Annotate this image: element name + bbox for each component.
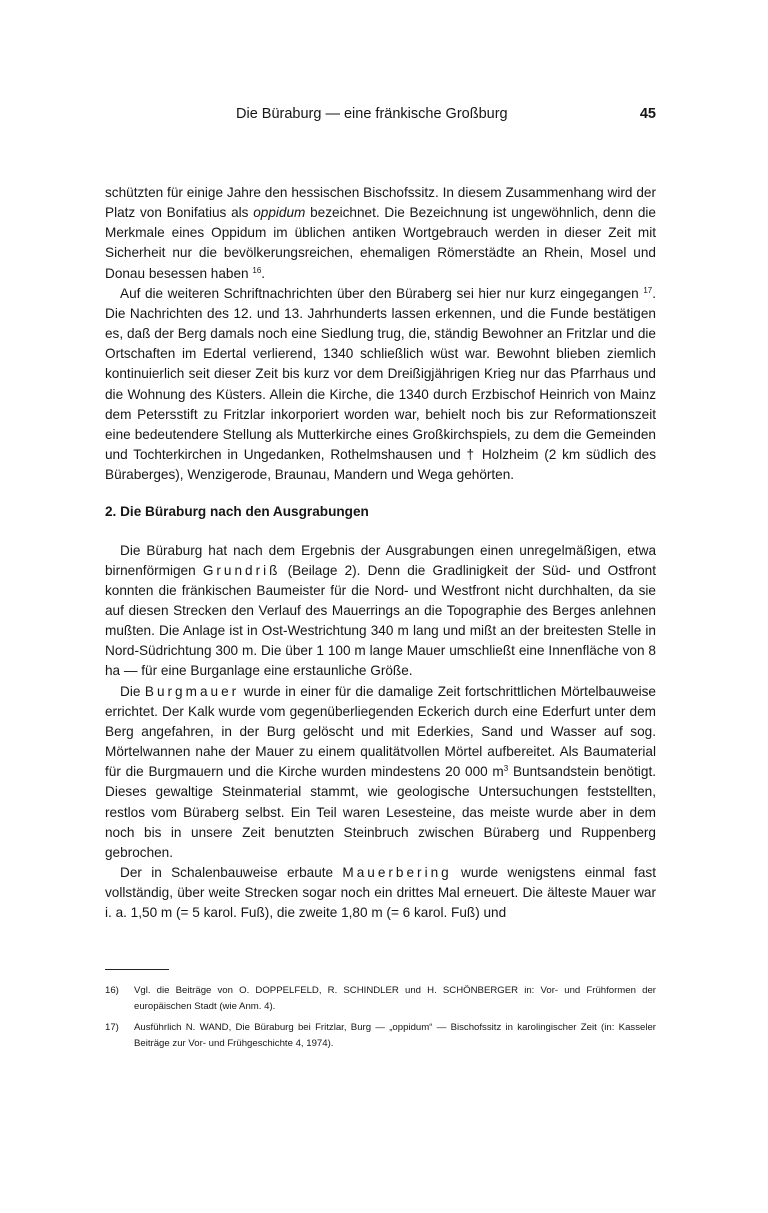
text-run: . xyxy=(261,265,266,281)
spaced-term: Grundriß xyxy=(202,562,281,578)
footnote xyxy=(105,983,656,1014)
text-run: bezeichnet. Die Bezeichnung ist ungewöhnlich, denn die Merkmale eines Oppidum im üblichen antiken Wortgebrauch werden in dieser Zeit mit Sicherheit nur die bevölkerungsreichen, ehemaligen Römerstädte an Rhein, Mosel und Donau besessen haben xyxy=(105,205,656,281)
text-run: (Beilage 2). Denn die Gradlinigkeit der Süd- und Ostfront konnten die fränkischen Baumeister für die Nord- und Westfront nicht durchhalten, da sie auf diesen Strecken den Verlauf des Mauerrings an die Topographie des Berges anlehnen mußten. Die Anlage ist in Ost-Westrichtung 340 m lang und mißt an der breitesten Stelle in Nord-Südrichtung 300 m. Die über 1 100 m lange Mauer umschließt eine Innenfläche von 8 ha — für eine Burganlage eine erstaunliche Größe. xyxy=(105,562,656,679)
text-run: schützten für einige Jahre den hessischen Bischofssitz. In diesem Zusammenhang wird der Platz von Bonifatius als xyxy=(105,185,656,221)
footnote-separator xyxy=(105,969,169,970)
section-heading: 2. Die Büraburg nach den Ausgrabungen xyxy=(105,504,369,520)
footnote-text: Ausführlich N. WAND, Die Büraburg bei Fritzlar, Burg — „oppidum“ — Bischofssitz in karolingischer Zeit (in: Kasseler Beiträge zur Vor- und Frühgeschichte 4, 1974). xyxy=(134,1022,656,1049)
text-run: Die xyxy=(120,683,145,699)
text-run: . Die Nachrichten des 12. und 13. Jahrhunderts lassen erkennen, und die Funde bestätigen es, daß der Berg damals noch eine Siedlung trug, die, ständig Bewohner an Fritzlar und die Ortschaften im Edertal verlierend, 1340 schließlich wüst war. Bewohnt blieben ziemlich kontinuierlich seit dieser Zeit bis kurz vor dem Dreißigjährigen Krieg nur das Pfarrhaus und die Wohnung des Küsters. Allein die Kirche, die 1340 durch Erzbischof Heinrich von Mainz dem Petersstift zu Fritzlar inkorporiert worden war, behielt noch bis zur Reformationszeit eine bedeutendere Stellung als Mutterkirche eines Großkirchspiels, zu dem die Gemeinden und Tochterkirchen in Ungedanken, Rothelmshausen und † Holzheim (2 km südlich des Büraberges), Wenzigerode, Braunau, Mandern und Wega gehörten. xyxy=(105,285,656,483)
paragraph xyxy=(105,284,656,486)
spaced-term: Burgmauer xyxy=(144,683,240,699)
running-title: Die Büraburg — eine fränkische Großburg xyxy=(236,106,508,122)
footnote xyxy=(105,1020,656,1051)
page-header xyxy=(100,106,656,126)
page-number: 45 xyxy=(639,106,656,122)
footnote-ref: 17 xyxy=(643,285,653,295)
footnote-ref: 16 xyxy=(252,265,262,275)
emphasis: oppidum xyxy=(253,205,306,221)
text-run: Der in Schalenbauweise erbaute xyxy=(120,865,343,880)
paragraph xyxy=(105,682,656,863)
paragraph xyxy=(105,541,656,682)
paragraph xyxy=(105,183,656,284)
text-run: Die Büraburg hat nach dem Ergebnis der Ausgrabungen einen unregelmäßigen, etwa birnenförmigen xyxy=(105,542,656,578)
text-run: Auf die weiteren Schriftnachrichten über den Büraberg sei hier nur kurz eingegangen xyxy=(120,285,644,301)
spaced-term: Mauerbering xyxy=(342,865,452,880)
paragraph xyxy=(105,863,656,923)
footnote-text: Vgl. die Beiträge von O. DOPPELFELD, R. SCHINDLER und H. SCHÖNBERGER in: Vor- und Frühformen der europäischen Stadt (wie Anm. 4). xyxy=(134,985,656,1012)
text-run: wurde in einer für die damalige Zeit fortschrittlichen Mörtelbauweise errichtet. Der Kalk wurde vom gegenüberliegenden Eckerich durch eine Ederfurt unter dem Berg angefahren, in der Burg gelöscht und mit Ederkies, Sand und Wasser auf sog. Mörtelwannen nahe der Mauer zu einem qualitätvollen Mörtel aufbereitet. Als Baumaterial für die Burgmauern und die Kirche wurden mindestens 20 000 m xyxy=(105,683,656,780)
superscript: 3 xyxy=(503,764,509,774)
footnote-number: 16) xyxy=(105,985,119,996)
main-text xyxy=(105,183,656,923)
text-run: wurde wenigstens einmal fast vollständig, über weite Strecken sogar noch ein drittes Mal erneuert. Die älteste Mauer war i. a. 1,50 m (= 5 karol. Fuß), die zweite 1,80 m (= 6 karol. Fuß) und xyxy=(105,865,656,921)
footnotes xyxy=(105,969,656,1057)
footnote-number: 17) xyxy=(105,1022,119,1033)
text-run: Buntsandstein benötigt. Dieses gewaltige Steinmaterial stammt, wie geologische Untersuchungen feststellten, restlos vom Büraberg selbst. Ein Teil waren Lesesteine, das meiste wurde aber in dem noch bis in unsere Zeit benutzten Steinbruch zwischen Büraberg und Ruppenberg gebrochen. xyxy=(105,764,656,860)
